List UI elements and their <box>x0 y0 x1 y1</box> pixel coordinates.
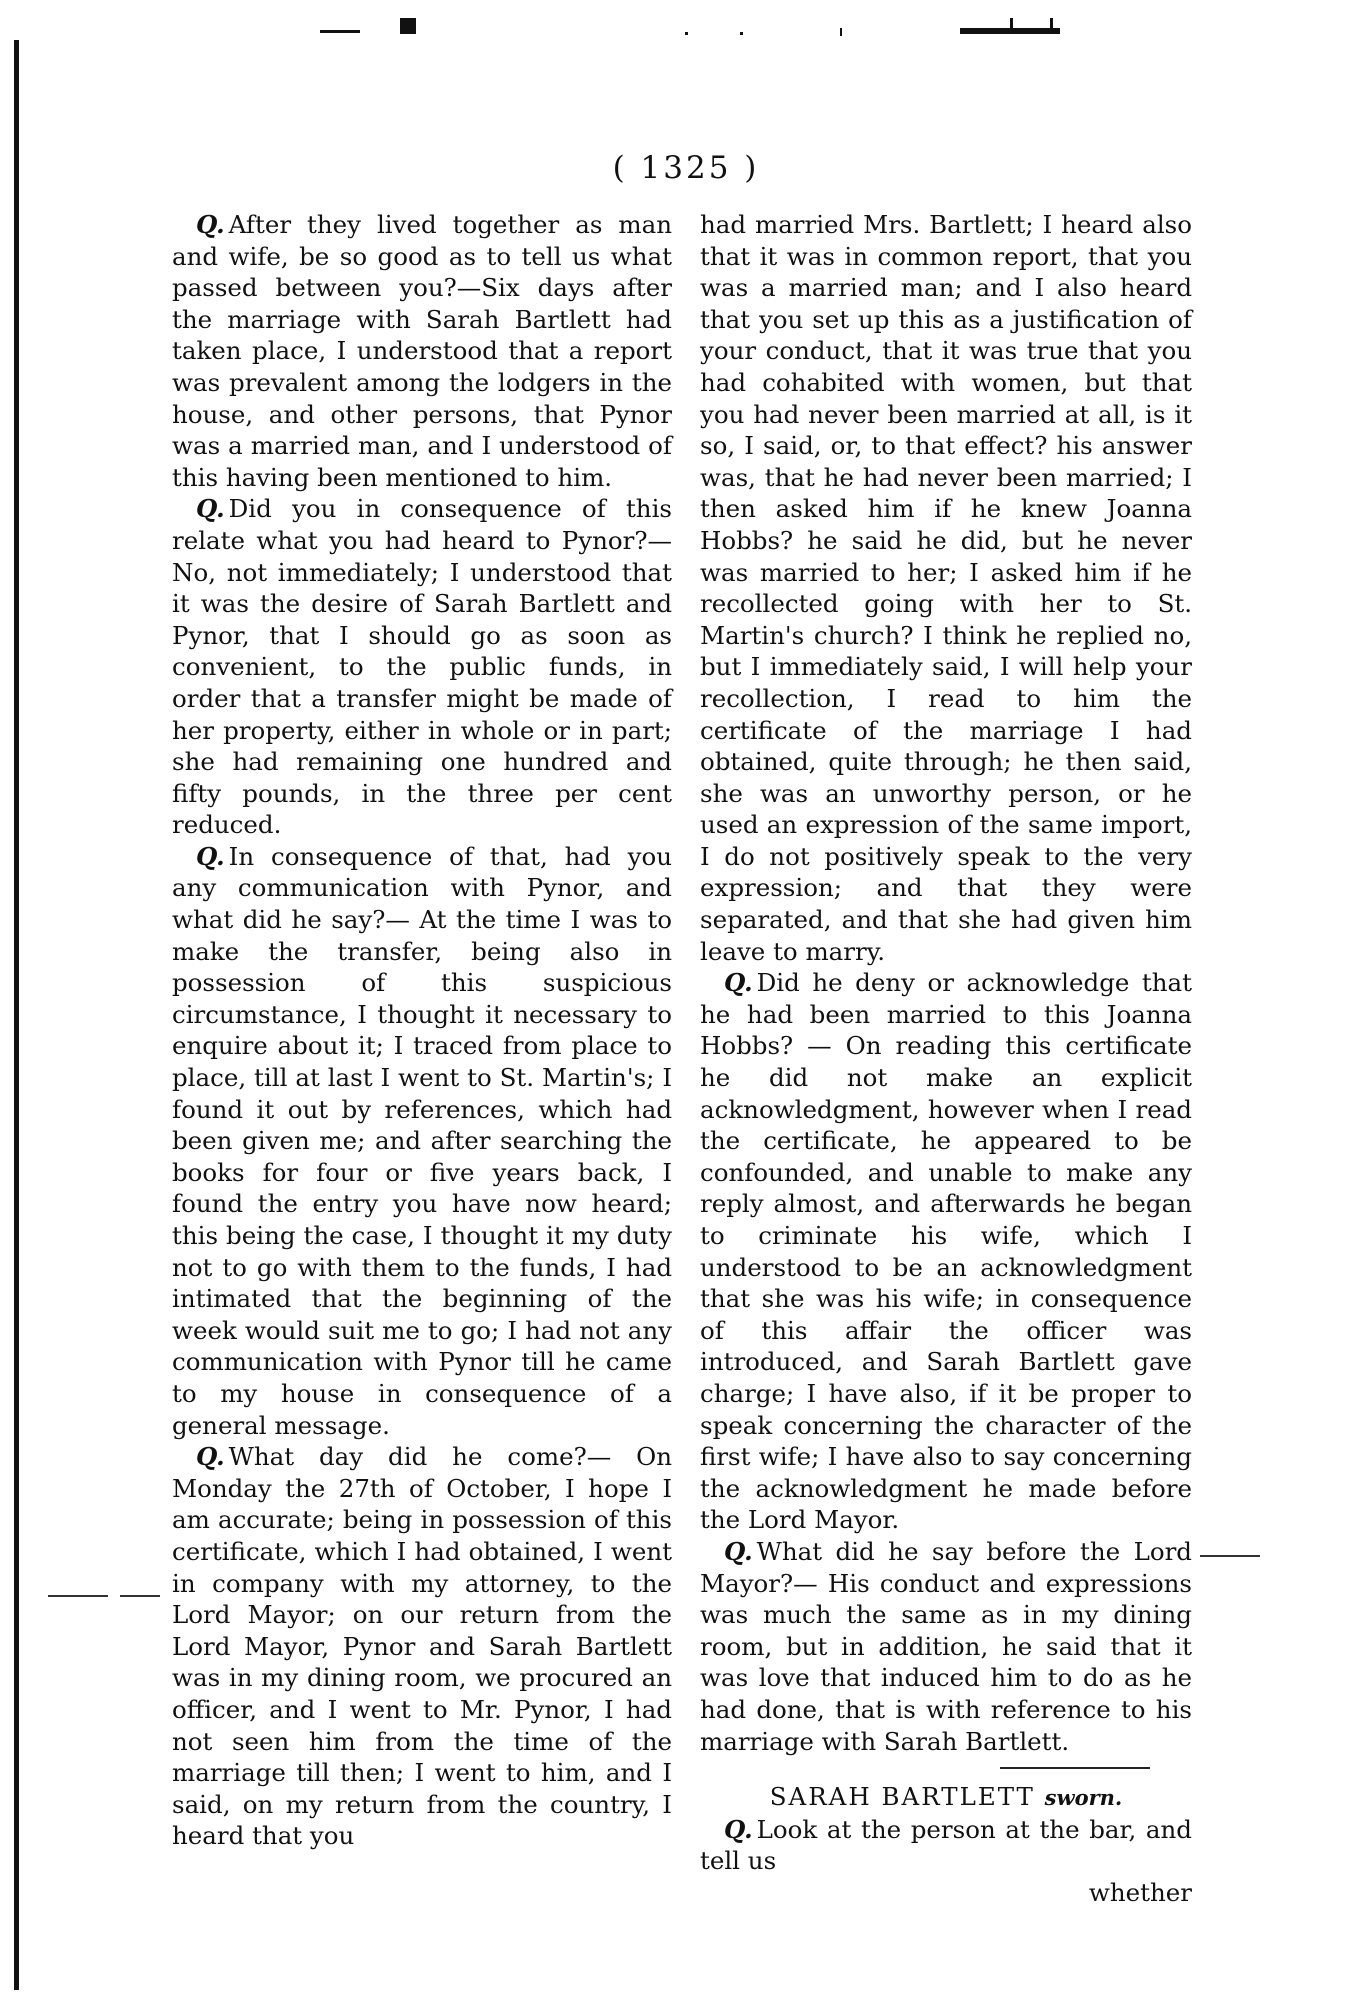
margin-rule-left-1 <box>48 1595 108 1597</box>
top-print-marks <box>400 18 1100 48</box>
page-edge-rule <box>14 40 19 1990</box>
testimony-paragraph <box>700 1536 1192 1757</box>
testimony-paragraph <box>172 493 672 841</box>
paragraph-text: What day did he come?— On Monday the 27th of October, I hope I am accurate; being in possession of this certificate, which I had obtained, I went in company with my attorney, to the Lord Mayor; on our return from the Lord Mayor, Pynor and Sarah Bartlett was in my dining room, we procured an officer, and I went to Mr. Pynor, I had not seen him from the time of the marriage till then; I went to him, and I said, on my return from the country, I heard that you <box>172 1442 672 1851</box>
testimony-paragraph <box>172 209 672 493</box>
question-marker: Q. <box>196 1442 225 1472</box>
catchword: whether <box>1088 1877 1192 1907</box>
sworn-label: sworn. <box>1044 1785 1123 1811</box>
continued-paragraph: had married Mrs. Bartlett; I heard also that it was in common report, that you was a married man; and I also heard that you set up this as a justification of your conduct, that it was true that you had cohabited with women, but that you had never been married at all, is it so, I said, or, to that effect? his answer was, that he had never been married; I then asked him if he knew Joanna Hobbs? he said he did, but he never was married to her; I asked him if he recollected going with her to St. Martin's church? I think he replied no, but I immediately said, I will help your recollection, I read to him the certificate of the marriage I had obtained, quite through; he then said, she was an unworthy person, or he used an expression of the same import, I do not positively speak to the very expression; and that they were separated, and that she had given him leave to marry. <box>700 210 1192 966</box>
question-marker: Q. <box>196 210 225 239</box>
question-marker: Q. <box>724 1814 753 1844</box>
question-marker: Q. <box>724 968 753 998</box>
paragraph-text: Look at the person at the bar, and tell us <box>700 1814 1192 1876</box>
right-column <box>700 209 1192 1908</box>
testimony-paragraph <box>172 1441 672 1852</box>
testimony-paragraph <box>700 1814 1192 1877</box>
margin-rule-right <box>1200 1555 1260 1557</box>
testimony-paragraph <box>172 841 672 1441</box>
question-marker: Q. <box>196 494 225 524</box>
testimony-paragraph <box>700 967 1192 1536</box>
paragraph-text: After they lived together as man and wife, be so good as to tell us what passed between you?—Six days after the marriage with Sarah Bartlett had taken place, I understood that a report was prevalent among the lodgers in the house, and other persons, that Pynor was a married man, and I understood of this having been mentioned to him. <box>172 210 672 492</box>
page-number: ( 1325 ) <box>612 150 760 186</box>
paragraph-text: Did you in consequence of this relate what you had heard to Pynor?— No, not immediately; I understood that it was the desire of Sarah Bartlett and Pynor, that I should go as soon as convenient, to the public funds, in order that a transfer might be made of her property, either in whole or in part; she had remaining one hundred and fifty pounds, in the three per cent reduced. <box>172 494 672 840</box>
witness-name: SARAH BARTLETT <box>769 1782 1035 1812</box>
paragraph-text: What did he say before the Lord Mayor?— His conduct and expressions was much the same as in my dining room, but in addition, he said that it was love that induced him to do as he had done, that is with reference to his marriage with Sarah Bartlett. <box>700 1536 1192 1756</box>
question-marker: Q. <box>196 841 225 871</box>
left-column <box>172 209 672 1852</box>
witness-heading <box>700 1781 1192 1814</box>
paragraph-text: In consequence of that, had you any communication with Pynor, and what did he say?— At the time I was to make the transfer, being also in possession of this suspicious circumstance, I thought it necessary to enquire about it; I traced from place to place, till at last I went to St. Martin's; I found it out by references, which had been given me; and after searching the books for four or five years back, I found the entry you have now heard; this being the case, I thought it my duty not to go with them to the funds, I had intimated that the beginning of the week would suit me to go; I had not any communication with Pynor till he came to my house in consequence of a general message. <box>172 841 672 1440</box>
paragraph-text: Did he deny or acknowledge that he had been married to this Joanna Hobbs? — On reading this certificate he did not make an explicit acknowledgment, however when I read the certificate, he appeared to be confounded, and unable to make any reply almost, and afterwards he began to criminate his wife, which I understood to be an acknowledgment that she was his wife; in consequence of this affair the officer was introduced, and Sarah Bartlett gave charge; I have also, if it be proper to speak concerning the character of the first wife; I have also to say concerning the acknowledgment he made before the Lord Mayor. <box>700 968 1192 1535</box>
section-divider <box>1000 1767 1150 1769</box>
margin-rule-left-2 <box>120 1595 160 1597</box>
question-marker: Q. <box>724 1536 753 1566</box>
